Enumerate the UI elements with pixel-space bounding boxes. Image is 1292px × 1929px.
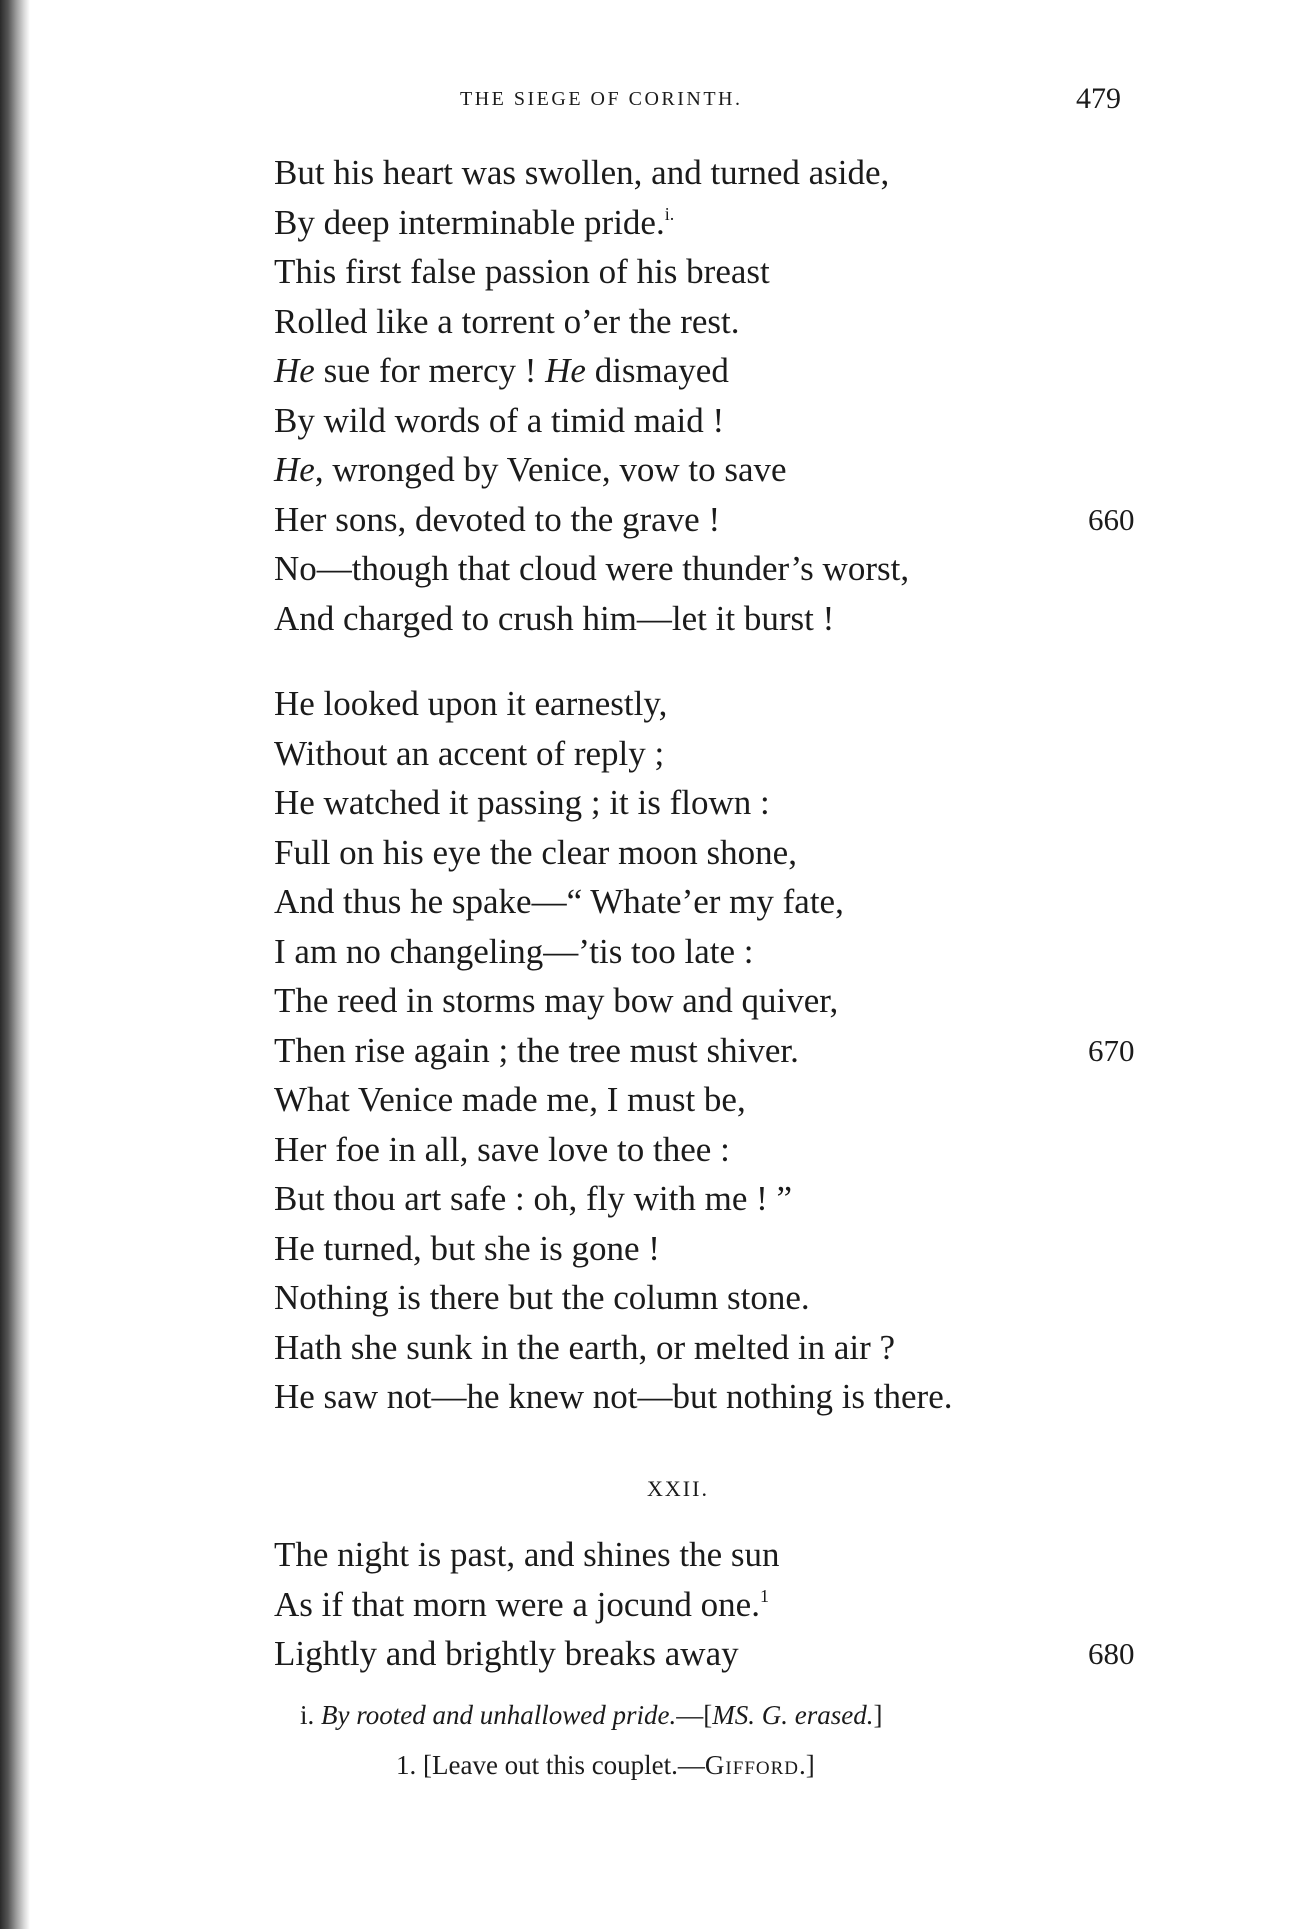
verse-text: Without an accent of reply ; [274, 733, 665, 773]
verse-line [274, 1530, 1174, 1580]
verse-line [274, 828, 1174, 878]
verse-italic-word: He [274, 351, 315, 390]
verse-line [274, 346, 1174, 396]
verse-line [274, 1629, 1174, 1679]
page-number: 479 [1076, 82, 1121, 115]
footnote-marker: i. [664, 203, 675, 224]
stanza-2 [274, 679, 1174, 1422]
verse-line [274, 976, 1174, 1026]
verse-text: dismayed [585, 351, 729, 390]
footnote-label: 1. [396, 1750, 417, 1780]
verse-text: But his heart was swollen, and turned aside, [274, 153, 890, 192]
verse-text: And charged to crush him—let it burst ! [274, 598, 835, 638]
verse-text: , wronged by Venice, vow to save [314, 450, 787, 489]
verse-text: Rolled like a torrent o’er the rest. [274, 301, 740, 341]
verse-text: sue for mercy ! [314, 351, 546, 390]
footnote-close: ] [873, 1700, 883, 1730]
verse-line [274, 1224, 1174, 1274]
verse-text: Hath she sunk in the earth, or melted in air ? [274, 1327, 896, 1367]
verse-line [274, 1075, 1174, 1125]
verse-text: What Venice made me, I must be, [274, 1080, 746, 1119]
verse-text: The night is past, and shines the sun [274, 1535, 780, 1574]
verse-line [274, 297, 1174, 347]
verse-line [274, 1323, 1174, 1373]
verse-line [274, 1174, 1174, 1224]
verse-text: He saw not—he knew not—but nothing is there. [274, 1377, 953, 1416]
verse-text: As if that morn were a jocund one. [274, 1584, 760, 1624]
verse-text: Full on his eye the clear moon shone, [274, 832, 797, 872]
footnote-source: MS. G. erased. [712, 1700, 874, 1730]
footnote-text: [Leave out this couplet.— [423, 1750, 705, 1780]
line-number: 670 [1088, 1032, 1135, 1068]
verse-line [274, 1125, 1174, 1175]
line-number: 660 [1088, 501, 1135, 537]
verse-line [274, 247, 1174, 297]
verse-line [274, 1580, 1174, 1630]
footnote-close: .] [799, 1750, 815, 1780]
verse-text: Her sons, devoted to the grave ! [274, 499, 721, 539]
book-binding-edge [0, 0, 30, 1929]
verse-line [274, 396, 1174, 446]
footnote-i [300, 1700, 882, 1731]
footnote-text: —[ [676, 1700, 713, 1730]
footnote-italic-text: By rooted and unhallowed pride. [321, 1700, 677, 1730]
stanza-1 [274, 148, 1174, 643]
verse-italic-word: He [274, 450, 315, 489]
verse-line [274, 1273, 1174, 1323]
verse-line [274, 1372, 1174, 1422]
footnote-marker: 1 [759, 1585, 769, 1606]
verse-text: Nothing is there but the column stone. [274, 1278, 810, 1317]
verse-line [274, 927, 1174, 977]
verse-text: No—though that cloud were thunder’s worst, [274, 549, 910, 588]
verse-text: The reed in storms may bow and quiver, [274, 981, 839, 1020]
verse-line [274, 544, 1174, 594]
verse-line [274, 1026, 1174, 1076]
verse-line [274, 495, 1174, 545]
stanza-3 [274, 1530, 1174, 1679]
verse-text: By deep interminable pride. [274, 202, 665, 242]
running-title: THE SIEGE OF CORINTH. [460, 88, 743, 110]
verse-line [274, 877, 1174, 927]
verse-text: Lightly and brightly breaks away [274, 1634, 739, 1673]
section-heading: XXII. [647, 1476, 709, 1501]
verse-text: This first false passion of his breast [274, 252, 770, 291]
verse-line [274, 198, 1174, 248]
verse-text: And thus he spake—“ Whate’er my fate, [274, 882, 844, 921]
verse-text: He looked upon it earnestly, [274, 684, 668, 723]
verse-text: Her foe in all, save love to thee : [274, 1129, 730, 1169]
verse-line [274, 729, 1174, 779]
page-header [0, 82, 1292, 122]
verse-line [274, 148, 1174, 198]
verse-line [274, 778, 1174, 828]
verse-italic-word: He [545, 351, 586, 390]
verse-text: By wild words of a timid maid ! [274, 400, 725, 440]
verse-text: Then rise again ; the tree must shiver. [274, 1030, 799, 1070]
verse-text: He turned, but she is gone ! [274, 1228, 660, 1268]
verse-text: I am no changeling—’tis too late : [274, 931, 754, 971]
verse-text: But thou art safe : oh, fly with me ! ” [274, 1179, 793, 1218]
verse-text: He watched it passing ; it is flown : [274, 783, 770, 822]
footnote-label: i. [300, 1700, 315, 1730]
footnote-1 [396, 1750, 815, 1781]
verse-line [274, 445, 1174, 495]
verse-line [274, 679, 1174, 729]
verse-line [274, 594, 1174, 644]
line-number: 680 [1088, 1636, 1135, 1671]
footnote-author: Gifford [704, 1750, 799, 1780]
